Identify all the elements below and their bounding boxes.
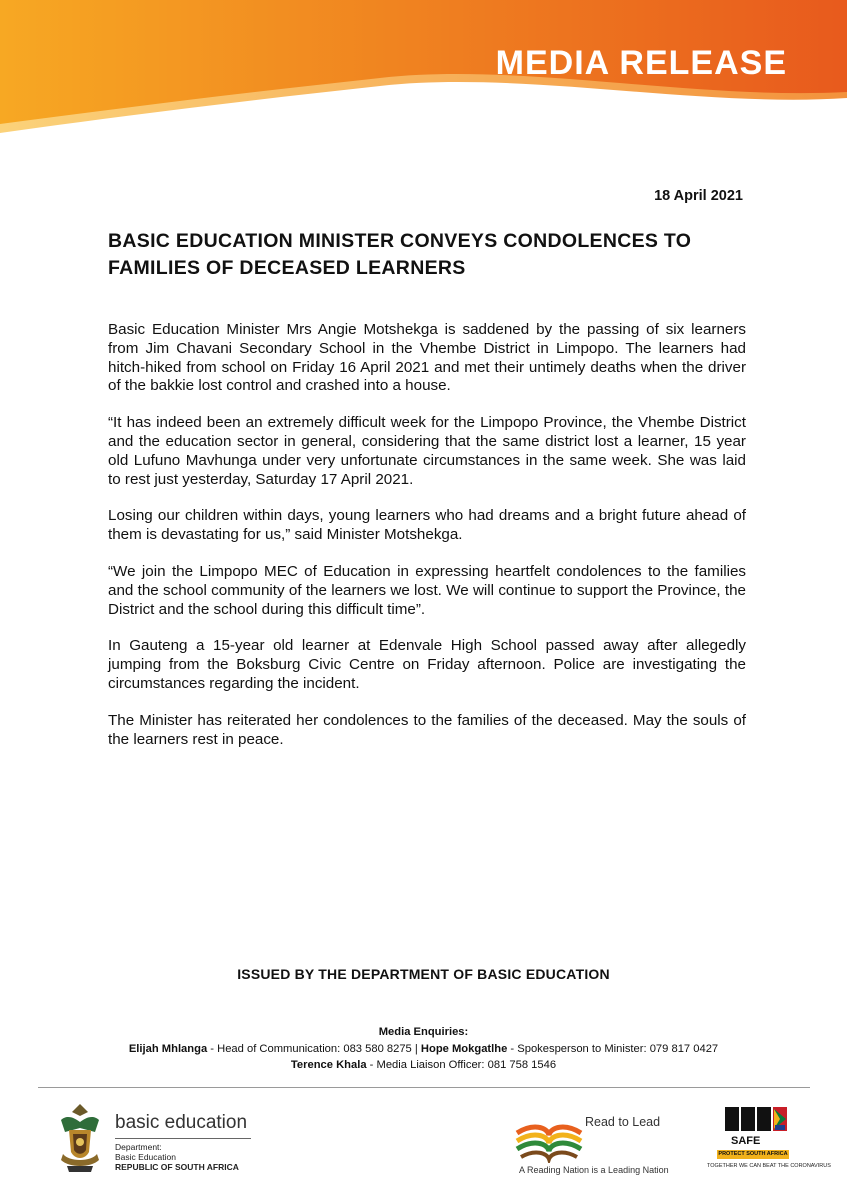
paragraph: “It has indeed been an extremely difficult week for the Limpopo Province, the Vhembe District and the education sector in general, considering that the same district lost a learner, 15 year old Lufuno Mavhunga under very unfortunate circumstances in the same week. She was laid to rest just yesterday, Saturday 17 April 2021. [108,414,746,488]
paragraph: “We join the Limpopo MEC of Education in expressing heartfelt condolences to the families and the school community of the learners we lost. We will continue to support the Province, the District and the school during this difficult time”. [108,562,746,618]
department-line: Basic Education [115,1152,176,1162]
release-date: 18 April 2021 [654,188,743,204]
stay-safe-logo [703,1105,831,1180]
stay-safe-tagline: TOGETHER WE CAN BEAT THE CORONAVIRUS [707,1163,831,1169]
stay-lettering-icon [725,1105,789,1135]
paragraph: Basic Education Minister Mrs Angie Motshekga is saddened by the passing of six learners from Jim Chavani Secondary School in the Vhembe District in Limpopo. The learners had hitch-hiked from school on Friday 16 April 2021 and met their untimely deaths when the driver of the bakkie lost control and crashed into a house. [108,321,746,395]
stay-safe-banner: PROTECT SOUTH AFRICA [718,1151,788,1157]
page-title: BASIC EDUCATION MINISTER CONVEYS CONDOLENCES TO FAMILIES OF DECEASED LEARNERS [108,230,692,279]
department-line: Department: [115,1142,162,1152]
paragraph: In Gauteng a 15-year old learner at Edenvale High School passed away after allegedly jumping from the Boksburg Civic Centre on Friday afternoon. Police are investigating the circumstances regarding the incident. [108,637,746,692]
media-enquiries [0,1024,847,1074]
contact-name: Terence Khala [290,1059,367,1071]
department-name: basic education [115,1112,248,1133]
media-release-heading: MEDIA RELEASE [495,44,787,82]
contact-role: - Head of Communication: 083 580 8275 | [207,1042,421,1055]
department-underline [115,1138,251,1139]
stay-safe-word: SAFE [731,1135,761,1147]
enquiries-label: Media Enquiries: [378,1026,469,1038]
enquiries-line-2 [0,1057,847,1074]
footer-divider [38,1087,810,1088]
contact-role: - Spokesperson to Minister: 079 817 0427 [507,1042,719,1055]
contact-name: Elijah Mhlanga [128,1042,208,1055]
enquiries-line-1 [0,1041,847,1058]
contact-role: - Media Liaison Officer: 081 758 1546 [366,1059,557,1071]
open-book-icon [513,1105,585,1163]
contact-name: Hope Mokgatlhe [420,1042,508,1055]
coat-of-arms-icon [55,1102,105,1174]
department-line: REPUBLIC OF SOUTH AFRICA [115,1162,239,1172]
department-details [115,1142,239,1172]
department-logo [55,1102,255,1176]
paragraph: The Minister has reiterated her condolences to the families of the deceased. May the souls of the learners rest in peace. [108,711,746,748]
issued-by: ISSUED BY THE DEPARTMENT OF BASIC EDUCATION [237,966,610,982]
read-to-lead-title: Read to Lead [585,1115,661,1129]
read-to-lead-tagline: A Reading Nation is a Leading Nation [519,1165,669,1175]
paragraph: Losing our children within days, young learners who had dreams and a bright future ahead of them is devastating for us,” said Minister Motshekga. [108,507,746,544]
release-body [108,321,746,767]
read-to-lead-logo [513,1105,678,1180]
